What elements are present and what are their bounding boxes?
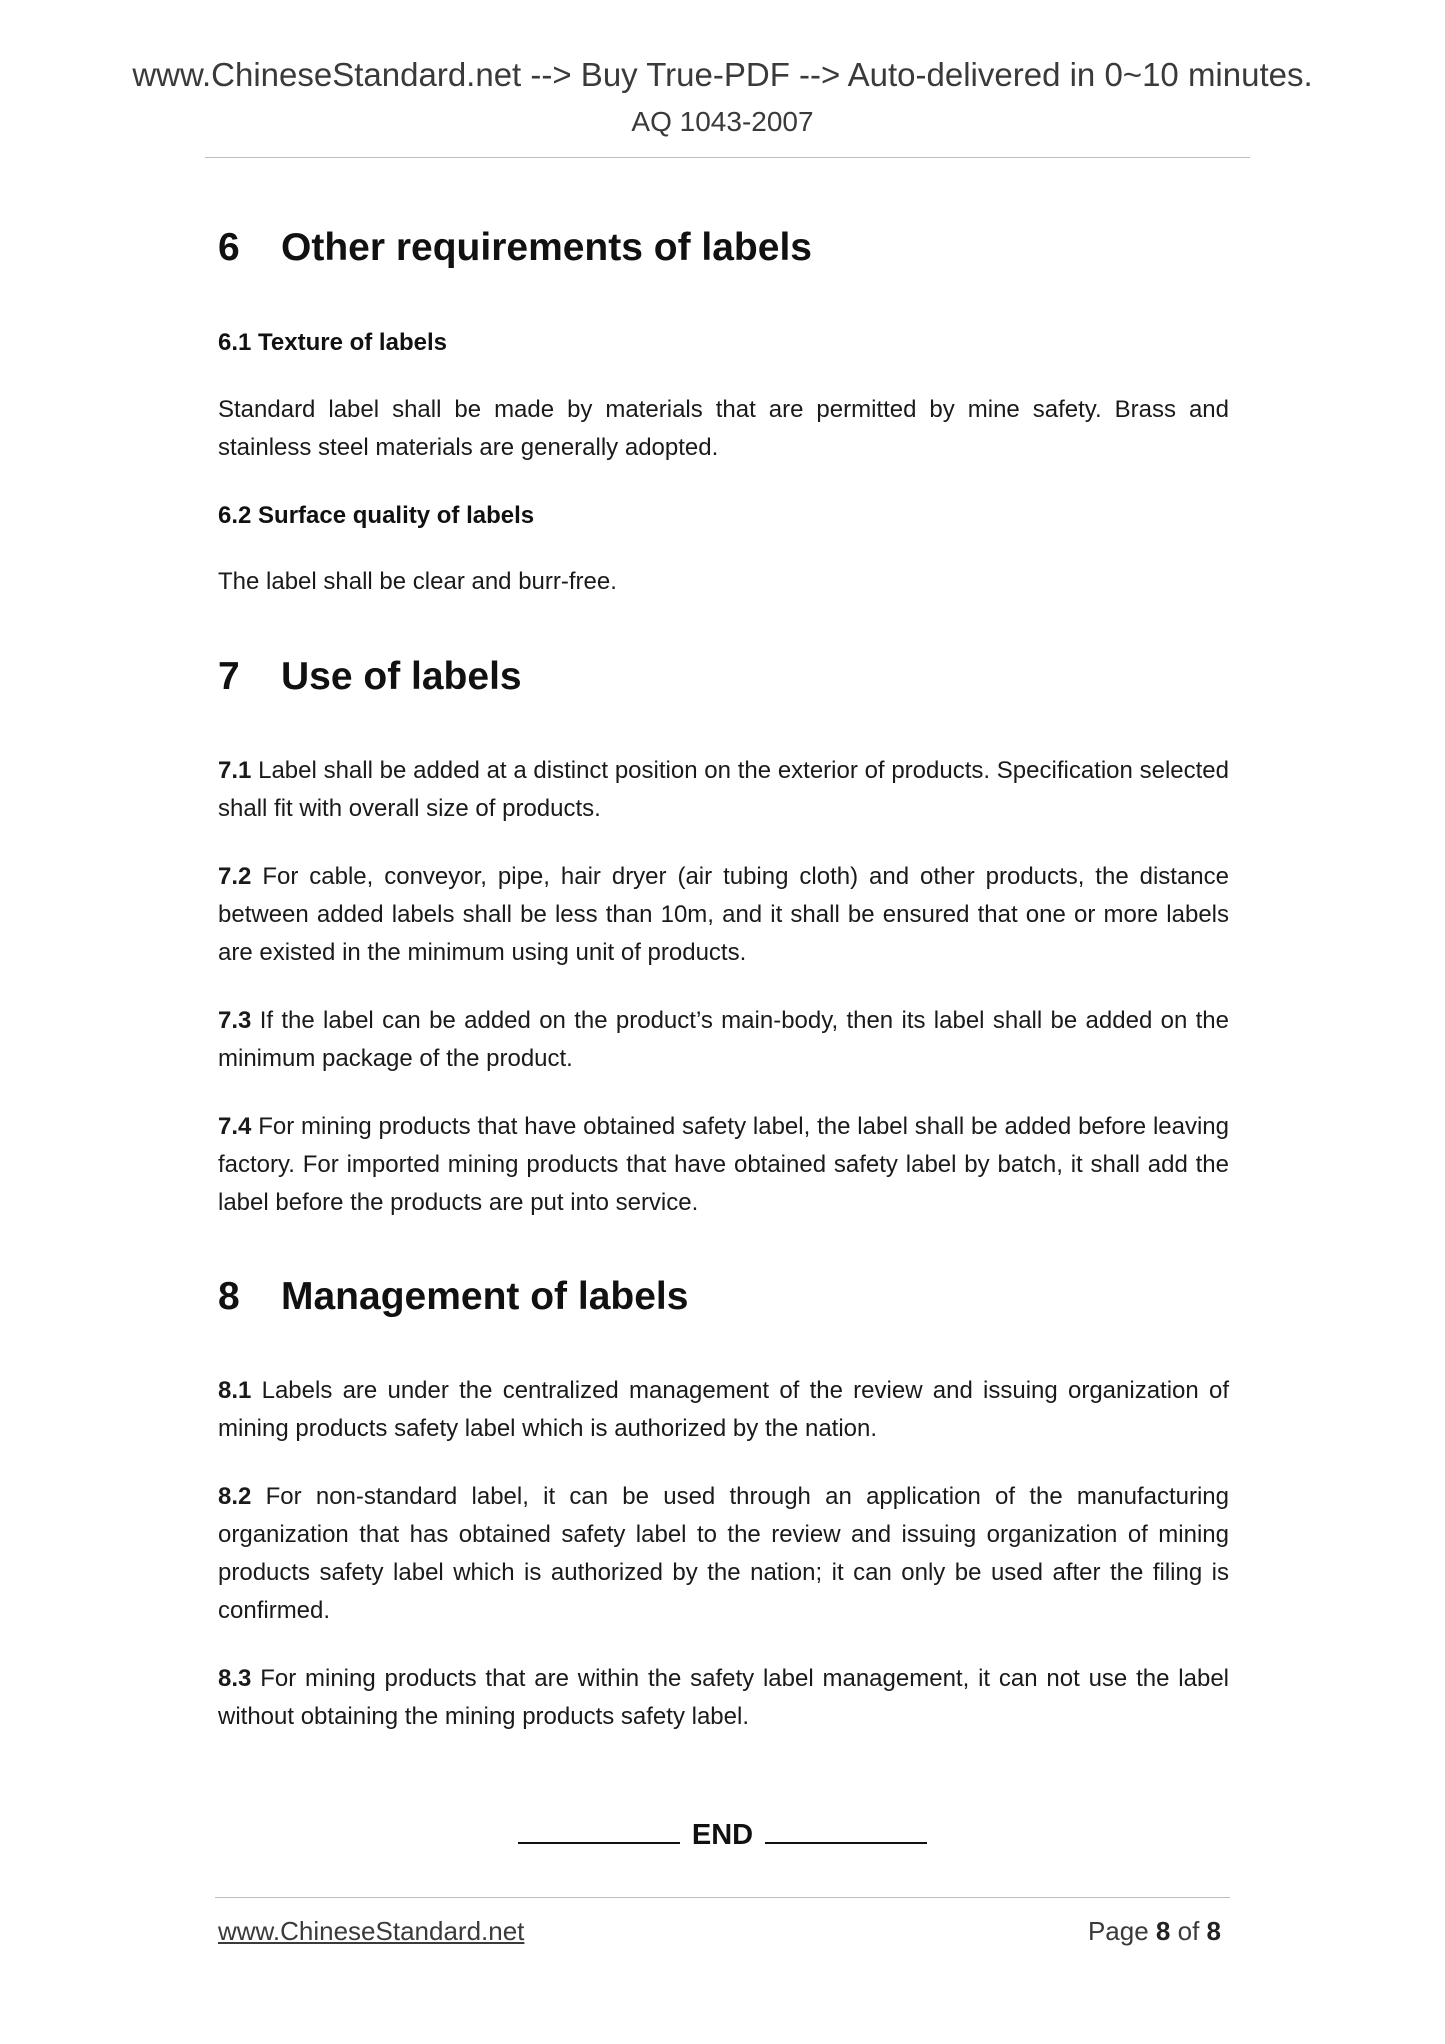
clause-number: 8.3 <box>218 1665 252 1692</box>
clause-number: 7.4 <box>218 1113 252 1140</box>
footer-site-link[interactable]: www.ChineseStandard.net <box>218 1916 525 1946</box>
section-number: 8 <box>218 1275 240 1318</box>
section-title: Other requirements of labels <box>281 226 812 269</box>
clause-text: For mining products that have obtained safety label, the label shall be added before leaving factory. For imported mining products that have obtained safety label by batch, it shall add the label before the products are put into service. <box>218 1113 1229 1216</box>
page-number: 8 <box>1155 1916 1171 1946</box>
clause-text: Label shall be added at a distinct position on the exterior of products. Specification selected shall fit with overall size of products. <box>218 757 1229 822</box>
clause-number: 8.1 <box>218 1377 252 1404</box>
document-code: AQ 1043-2007 <box>631 106 814 137</box>
end-marker <box>0 1819 1445 1852</box>
paragraph-7-3 <box>218 1002 1229 1078</box>
paragraph-6-2: The label shall be clear and burr-free. <box>218 568 617 595</box>
page-word: Page <box>1087 1916 1156 1946</box>
clause-number: 8.2 <box>218 1483 252 1510</box>
clause-text: For mining products that are within the safety label management, it can not use the label without obtaining the mining products safety label. <box>218 1665 1229 1730</box>
section-7-heading <box>218 655 522 699</box>
clause-text: If the label can be added on the product’s main-body, then its label shall be added on the minimum package of the product. <box>218 1007 1229 1072</box>
header-divider <box>205 157 1250 158</box>
end-text: END <box>691 1819 754 1851</box>
clause-number: 7.2 <box>218 863 252 890</box>
page-indicator <box>1088 1916 1221 1947</box>
section-title: Use of labels <box>281 655 522 698</box>
end-rule-right <box>765 1822 927 1844</box>
clause-number: 7.3 <box>218 1007 252 1034</box>
section-8-heading <box>218 1275 688 1319</box>
footer-divider <box>215 1897 1230 1898</box>
subsection-6-2-heading: 6.2 Surface quality of labels <box>218 502 535 529</box>
subsection-6-1-heading: 6.1 Texture of labels <box>218 329 447 356</box>
paragraph-8-1 <box>218 1372 1229 1448</box>
header-banner: www.ChineseStandard.net --> Buy True-PDF --> Auto-delivered in 0~10 minutes. <box>132 56 1313 93</box>
end-rule-left <box>518 1822 680 1844</box>
page-total: 8 <box>1206 1916 1221 1946</box>
section-title: Management of labels <box>281 1275 689 1318</box>
clause-text: Labels are under the centralized management of the review and issuing organization of mining products safety label which is authorized by the nation. <box>218 1377 1229 1442</box>
paragraph-6-1: Standard label shall be made by materials that are permitted by mine safety. Brass and stainless steel materials are generally adopted. <box>218 396 1229 461</box>
section-6-heading <box>218 226 812 270</box>
section-number: 7 <box>218 655 240 698</box>
clause-text: For non-standard label, it can be used through an application of the manufacturing organization that has obtained safety label to the review and issuing organization of mining products safety label which is authorized by the nation; it can only be used after the filing is confirmed. <box>218 1483 1229 1624</box>
of-word: of <box>1170 1916 1207 1946</box>
paragraph-8-2 <box>218 1478 1229 1630</box>
paragraph-7-4 <box>218 1108 1229 1222</box>
clause-text: For cable, conveyor, pipe, hair dryer (air tubing cloth) and other products, the distance between added labels shall be less than 10m, and it shall be ensured that one or more labels are existed in the minimum using unit of products. <box>218 863 1229 966</box>
paragraph-7-2 <box>218 858 1229 972</box>
clause-number: 7.1 <box>218 757 252 784</box>
paragraph-7-1 <box>218 752 1229 828</box>
paragraph-8-3 <box>218 1660 1229 1736</box>
section-number: 6 <box>218 226 240 269</box>
